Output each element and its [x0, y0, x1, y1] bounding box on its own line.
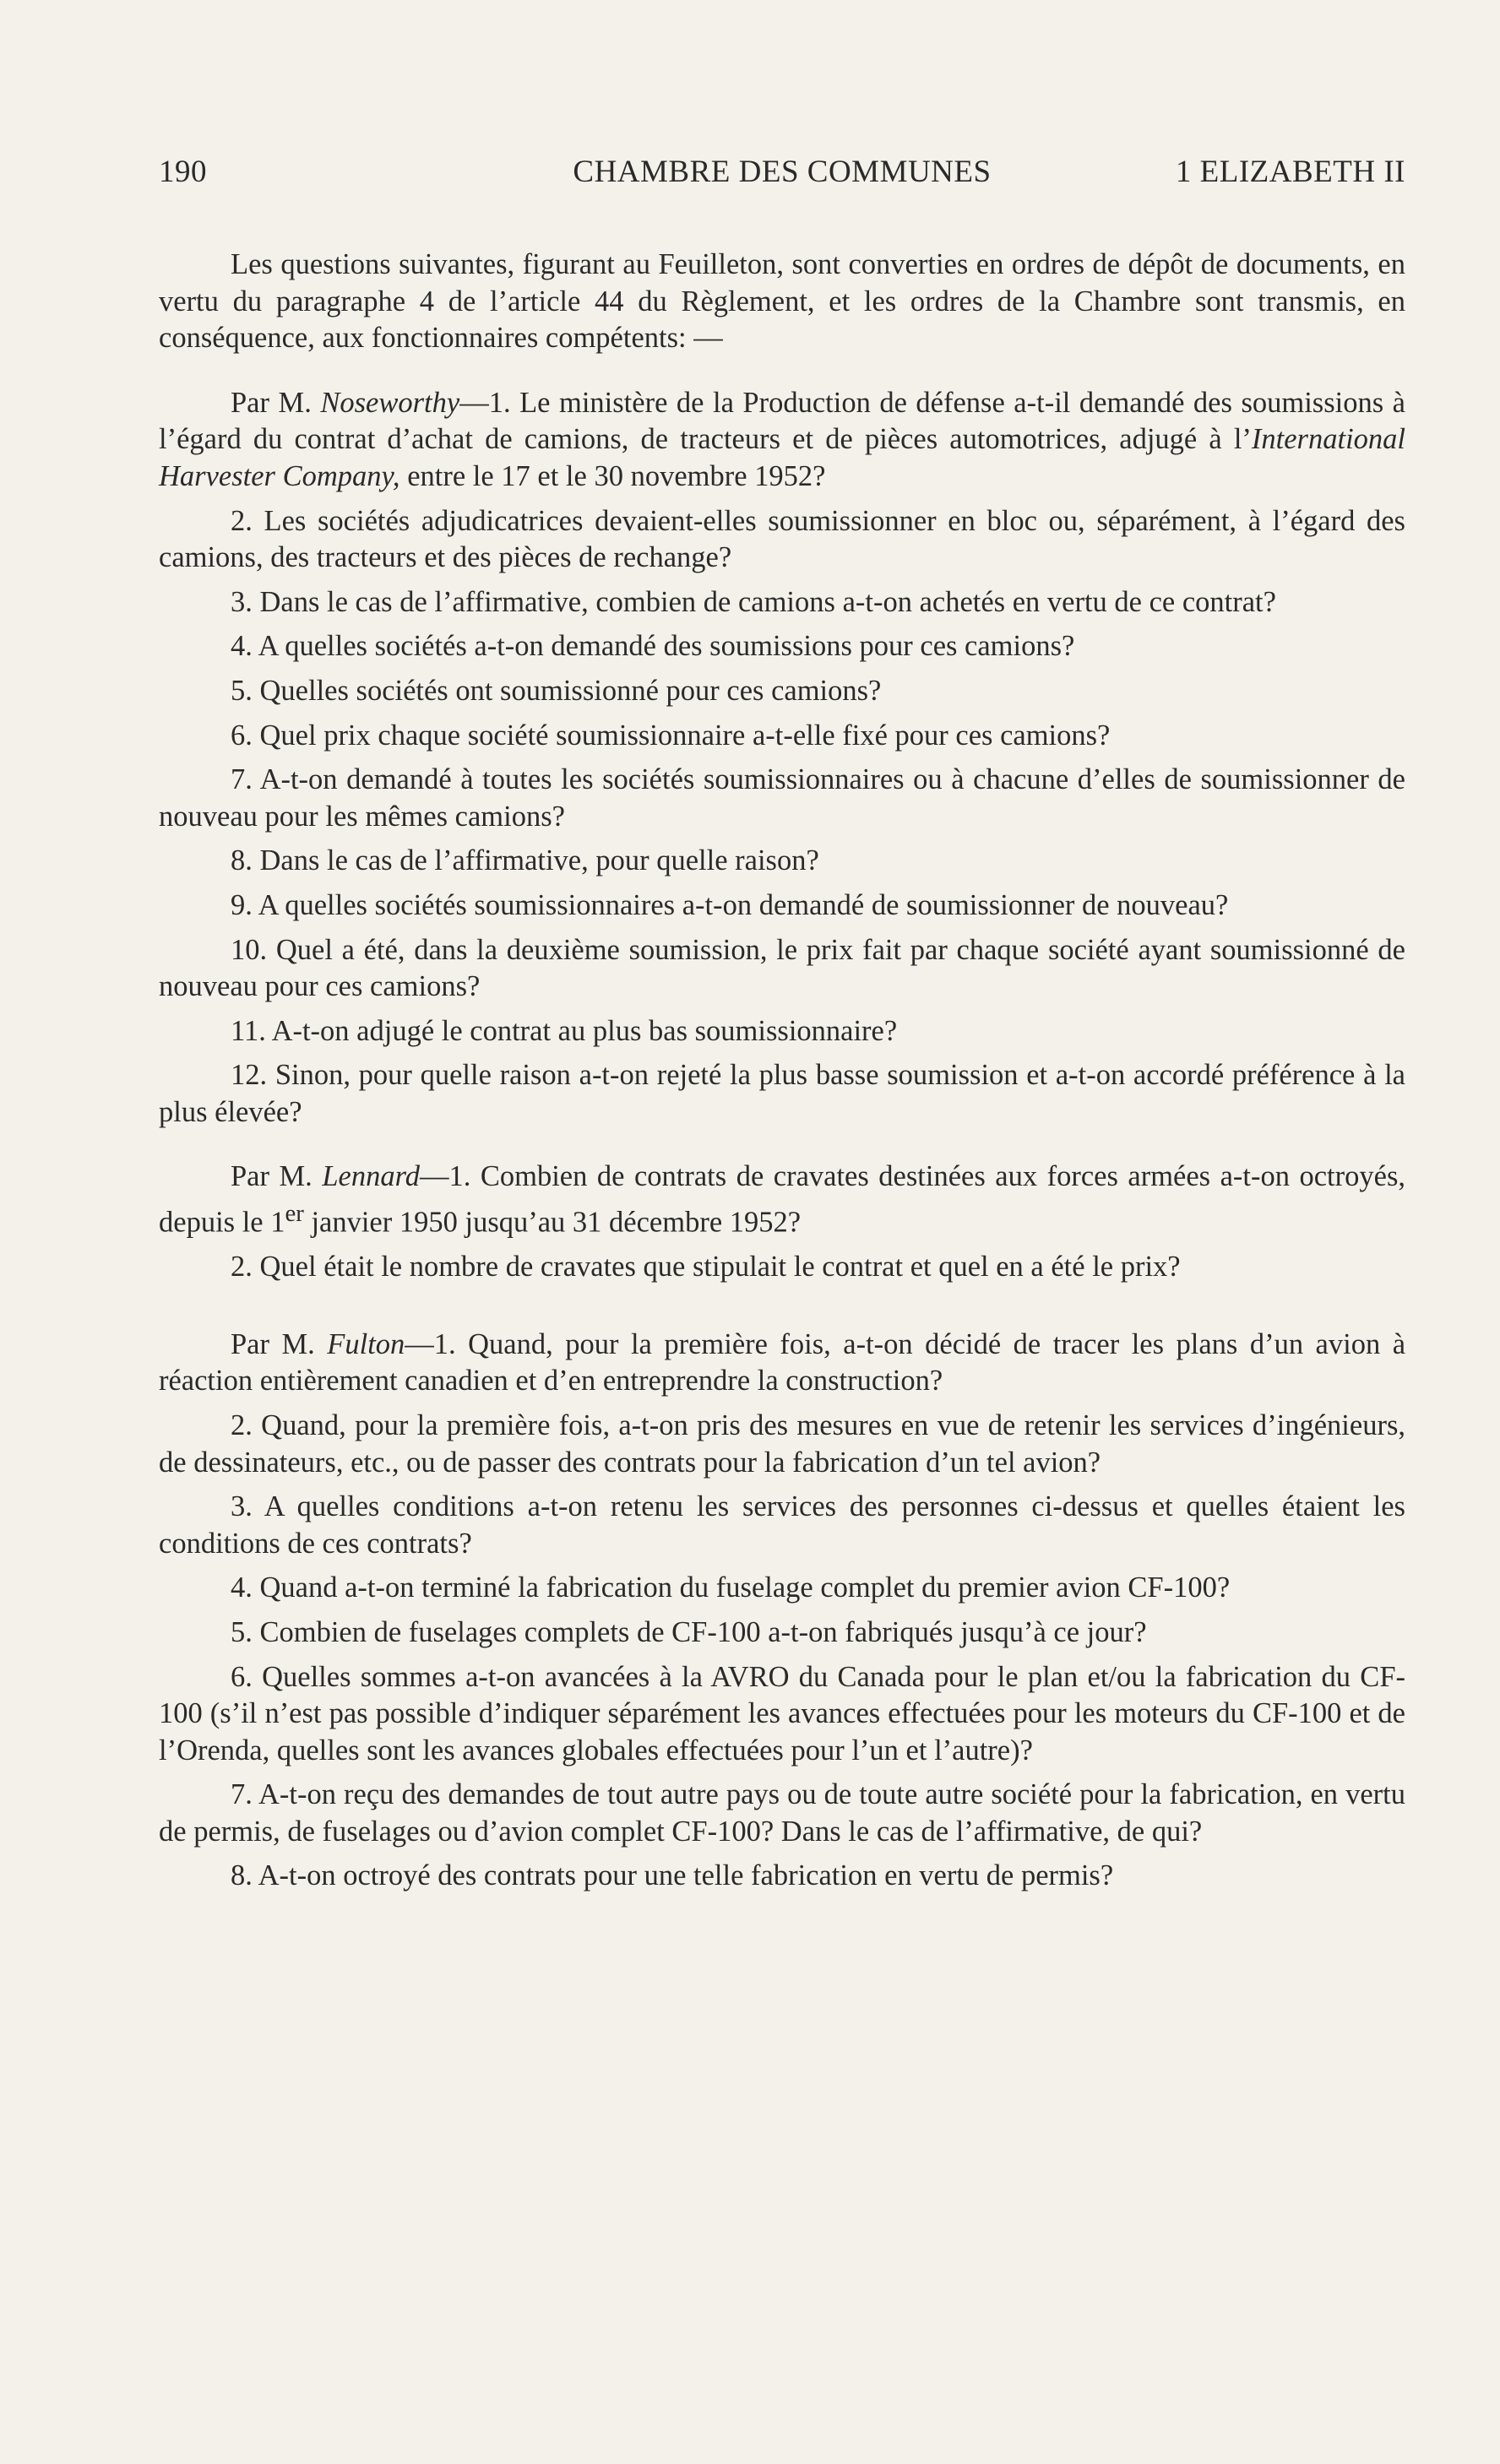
question-paragraph: 2. Quel était le nombre de cravates que stipulait le contrat et quel en a été le prix? [231, 1251, 1181, 1284]
question-paragraph: 3. A quelles conditions a-t-on retenu les services des personnes ci-dessus et quelles étaient les conditions de ces contrats? [159, 1490, 1405, 1560]
lennard-q1: Par M. Lennard—1. Combien de contrats de cravates destinées aux forces armées a-t-on octroyés, depuis le 1er janvier 1950 jusqu’au 31 décembre 1952? [159, 1160, 1405, 1239]
question-paragraph: 7. A-t-on reçu des demandes de tout autre pays ou de toute autre société pour la fabrication, en vertu de permis, de fuselages ou d’avion complet CF-100? Dans le cas de l’affirmative, de qui? [159, 1778, 1405, 1848]
member-name: Lennard [322, 1160, 420, 1193]
question-paragraph: 3. Dans le cas de l’affirmative, combien de camions a-t-on achetés en vertu de ce contrat? [231, 585, 1276, 618]
company-name: International Harvester Company, [159, 423, 1405, 492]
question-paragraph: 2. Quand, pour la première fois, a-t-on pris des mesures en vue de retenir les services d’ingénieurs, de dessinateurs, etc., ou de passer des contrats pour la fabrication d’un tel avion? [159, 1408, 1405, 1479]
question-paragraph: 8. Dans le cas de l’affirmative, pour quelle raison? [231, 844, 819, 877]
member-name: Fulton [327, 1327, 405, 1360]
question-paragraph: 5. Combien de fuselages complets de CF-100 a-t-on fabriqués jusqu’à ce jour? [231, 1615, 1147, 1648]
member-name: Noseworthy [320, 386, 460, 419]
question-paragraph: 7. A-t-on demandé à toutes les sociétés soumissionnaires ou à chacune d’elles de soumissionner de nouveau pour les mêmes camions? [159, 763, 1405, 833]
question-paragraph: 4. Quand a-t-on terminé la fabrication du fuselage complet du premier avion CF-100? [231, 1571, 1231, 1604]
page-number: 190 [159, 155, 207, 189]
question-paragraph: 6. Quel prix chaque société soumissionnaire a-t-elle fixé pour ces camions? [231, 719, 1111, 752]
journal-title: CHAMBRE DES COMMUNES [573, 155, 992, 189]
question-paragraph: 12. Sinon, pour quelle raison a-t-on rejeté la plus basse soumission et a-t-on accordé préférence à la plus élevée? [159, 1059, 1405, 1128]
question-paragraph: 4. A quelles sociétés a-t-on demandé des soumissions pour ces camions? [231, 630, 1075, 663]
question-paragraph: 2. Les sociétés adjudicatrices devaient-elles soumissionner en bloc ou, séparément, à l’égard des camions, des tracteurs et des pièces de rechange? [159, 504, 1405, 574]
question-paragraph: 11. A-t-on adjugé le contrat au plus bas soumissionnaire? [231, 1014, 898, 1047]
noseworthy-q1: Par M. Noseworthy—1. Le ministère de la Production de défense a-t-il demandé des soumissions à l’égard du contrat d’achat de camions, de tracteurs et de pièces automotrices, adjugé à l’International Harvester Company, entre le 17 et le 30 novembre 1952? [159, 386, 1405, 492]
running-header [159, 154, 1405, 196]
question-paragraph: 9. A quelles sociétés soumissionnaires a-t-on demandé de soumissionner de nouveau? [231, 888, 1229, 921]
question-paragraph: 5. Quelles sociétés ont soumissionné pour ces camions? [231, 674, 882, 707]
question-paragraph: 10. Quel a été, dans la deuxième soumission, le prix fait par chaque société ayant soumissionné de nouveau pour ces camions? [159, 933, 1405, 1003]
reign-label: 1 ELIZABETH II [1175, 155, 1405, 189]
intro-paragraph: Les questions suivantes, figurant au Feuilleton, sont converties en ordres de dépôt de documents, en vertu du paragraphe 4 de l’article 44 du Règlement, et les ordres de la Chambre sont transmis, en conséquence, aux fonctionnaires compétents: — [159, 248, 1405, 355]
question-paragraph: 8. A-t-on octroyé des contrats pour une telle fabrication en vertu de permis? [231, 1859, 1114, 1892]
question-paragraph: 6. Quelles sommes a-t-on avancées à la AVRO du Canada pour le plan et/ou la fabrication du CF-100 (s’il n’est pas possible d’indiquer séparément les avances effectuées pour les moteurs du CF-100 et de l’Orenda, quelles sont les avances globales effectuées pour l’un et l’autre)? [159, 1660, 1405, 1767]
fulton-q1: Par M. Fulton—1. Quand, pour la première fois, a-t-on décidé de tracer les plans d’un avion à réaction entièrement canadien et d’en entreprendre la construction? [159, 1327, 1406, 1398]
document-body [159, 247, 1405, 1895]
